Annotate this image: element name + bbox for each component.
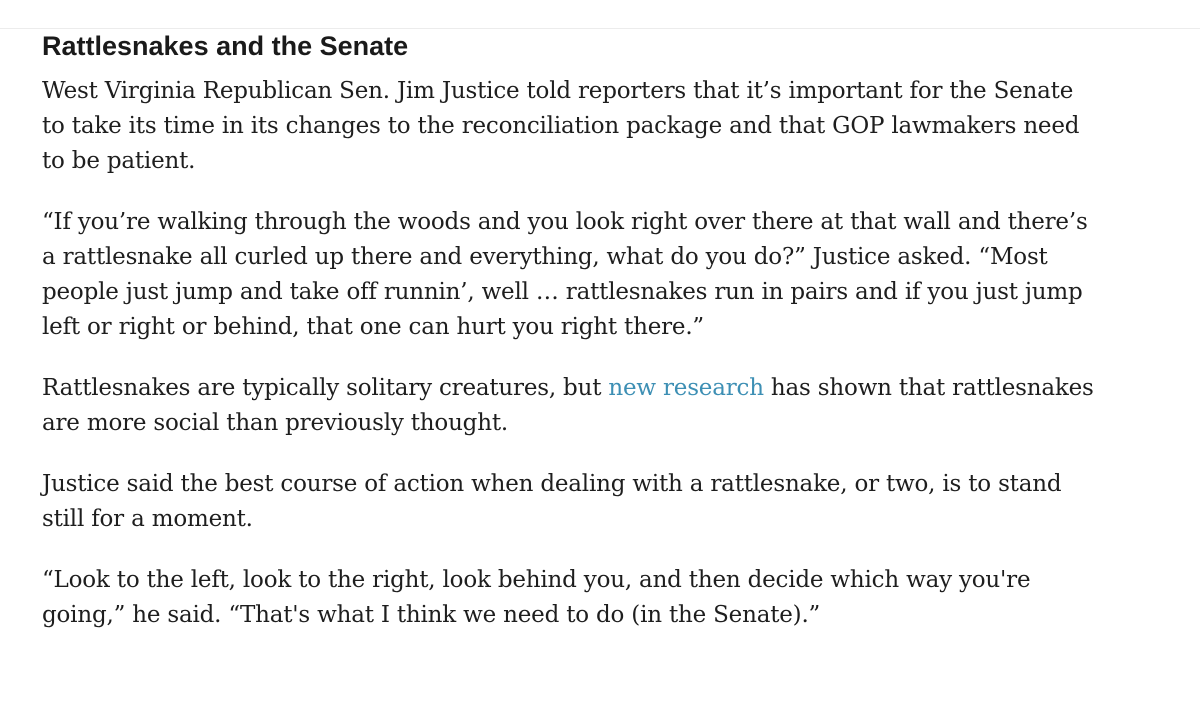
paragraph-line: to be patient. (42, 148, 196, 174)
paragraph-line: to take its time in its changes to the reconciliation package and that GOP lawmakers need (42, 113, 1080, 139)
article-body (42, 28, 1162, 659)
paragraph-line: “If you’re walking through the woods and you look right over there at that wall and there’s (42, 209, 1088, 235)
paragraph-line: West Virginia Republican Sen. Jim Justice told reporters that it’s important for the Senate (42, 78, 1074, 104)
new-research-link[interactable]: new research (608, 375, 764, 401)
section-headline: Rattlesnakes and the Senate (42, 31, 409, 61)
paragraph-text: has shown that rattlesnakes (763, 375, 1094, 401)
paragraph-line: a rattlesnake all curled up there and everything, what do you do?” Justice asked. “Most (42, 244, 1048, 270)
paragraph-line: left or right or behind, that one can hurt you right there.” (42, 314, 704, 340)
paragraph-line: still for a moment. (42, 506, 253, 532)
paragraph-4 (42, 467, 1162, 537)
paragraph-line: “Look to the left, look to the right, look behind you, and then decide which way you're (42, 567, 1031, 593)
paragraph-1 (42, 74, 1162, 179)
paragraph-line: Justice said the best course of action when dealing with a rattlesnake, or two, is to stand (42, 471, 1062, 497)
paragraph-text: Rattlesnakes are typically solitary creatures, but (42, 375, 609, 401)
paragraph-3 (42, 371, 1162, 441)
paragraph-line: going,” he said. “That's what I think we need to do (in the Senate).” (42, 602, 821, 628)
paragraph-line-with-link (42, 371, 1162, 406)
paragraph-5-quote (42, 563, 1162, 633)
paragraph-line: people just jump and take off runnin’, well … rattlesnakes run in pairs and if you just jump (42, 279, 1083, 305)
paragraph-line: are more social than previously thought. (42, 410, 508, 436)
paragraph-2-quote (42, 205, 1162, 345)
